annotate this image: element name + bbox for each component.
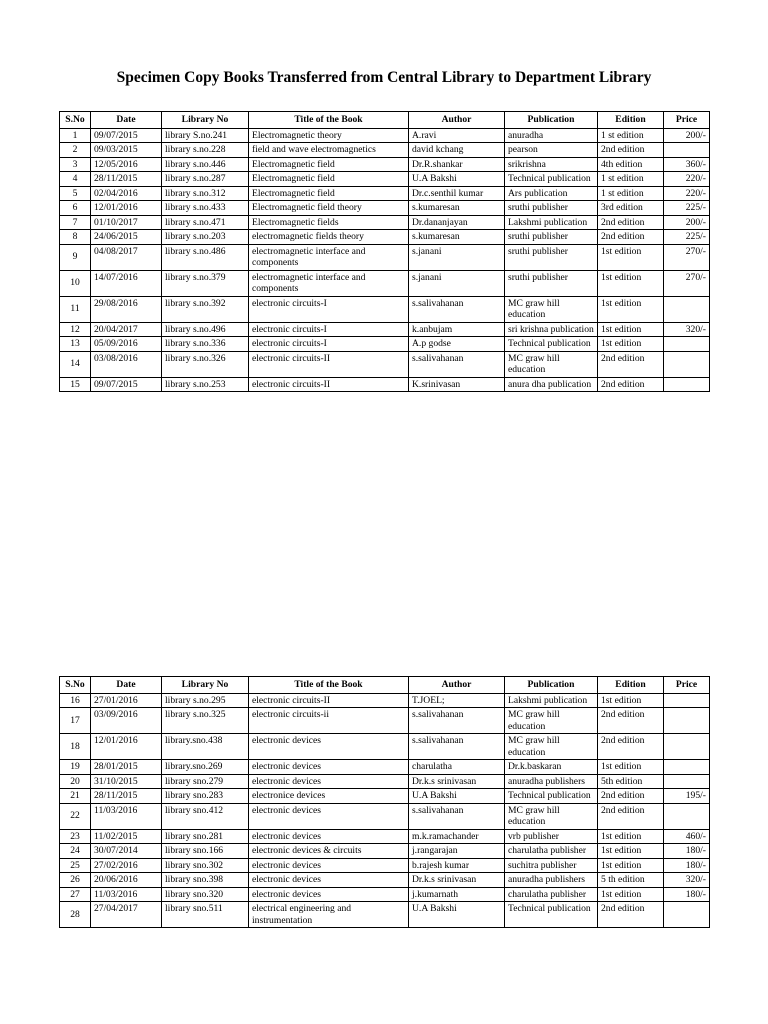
cell-author: j.kumarnath [409,887,505,902]
cell-title: electronic devices [249,887,409,902]
cell-sno: 8 [60,230,91,245]
cell-library-no: library s.no.312 [162,186,249,201]
cell-author: k.anbujam [409,322,505,337]
cell-author: T.JOEL; [409,693,505,708]
cell-title: field and wave electromagnetics [249,143,409,158]
cell-date: 27/04/2017 [91,902,162,928]
cell-date: 09/07/2015 [91,377,162,392]
cell-edition: 5 th edition [598,873,664,888]
column-header-publication: Publication [505,112,598,129]
cell-library-no: library S.no.241 [162,128,249,143]
cell-library-no: library s.no.253 [162,377,249,392]
cell-date: 28/01/2015 [91,760,162,775]
cell-price: 195/- [664,789,710,804]
cell-date: 09/03/2015 [91,143,162,158]
cell-publication: MC graw hill education [505,296,598,322]
cell-sno: 19 [60,760,91,775]
table-row [60,844,710,859]
cell-sno: 14 [60,351,91,377]
cell-title: electronic devices [249,774,409,789]
column-header-date: Date [91,677,162,694]
cell-price: 360/- [664,157,710,172]
cell-library-no: library.sno.269 [162,760,249,775]
cell-sno: 15 [60,377,91,392]
column-header-library-no: Library No [162,112,249,129]
cell-publication: charulatha publisher [505,887,598,902]
cell-date: 28/11/2015 [91,172,162,187]
cell-author: s.salivahanan [409,734,505,760]
table-row [60,734,710,760]
cell-publication: sruthi publisher [505,230,598,245]
table-body [60,693,710,928]
cell-library-no: library s.no.325 [162,708,249,734]
cell-edition: 1 st edition [598,172,664,187]
cell-date: 01/10/2017 [91,215,162,230]
table-row [60,708,710,734]
cell-author: s.salivahanan [409,803,505,829]
cell-title: electronic circuits-I [249,322,409,337]
table-row [60,789,710,804]
cell-sno: 7 [60,215,91,230]
table-row [60,803,710,829]
cell-title: electronic devices [249,873,409,888]
table-header-row [60,677,710,694]
cell-title: Electromagnetic theory [249,128,409,143]
column-header-author: Author [409,112,505,129]
cell-sno: 4 [60,172,91,187]
cell-sno: 24 [60,844,91,859]
cell-title: electronic devices [249,760,409,775]
cell-publication: Lakshmi publication [505,215,598,230]
cell-sno: 27 [60,887,91,902]
cell-library-no: library s.no.336 [162,337,249,352]
cell-price [664,693,710,708]
cell-price [664,902,710,928]
cell-library-no: library s.no.295 [162,693,249,708]
cell-sno: 6 [60,201,91,216]
cell-title: Electromagnetic field [249,157,409,172]
cell-library-no: library sno.166 [162,844,249,859]
cell-title: electronic circuits-II [249,693,409,708]
cell-title: electrical engineering and instrumentation [249,902,409,928]
table-row [60,157,710,172]
cell-edition: 1st edition [598,760,664,775]
table-row [60,230,710,245]
cell-edition: 2nd edition [598,708,664,734]
cell-date: 29/08/2016 [91,296,162,322]
table-row [60,902,710,928]
cell-edition: 1st edition [598,829,664,844]
cell-library-no: library s.no.496 [162,322,249,337]
cell-publication: anuradha publishers [505,873,598,888]
table-row [60,128,710,143]
cell-edition: 2nd edition [598,803,664,829]
cell-publication: Technical publication [505,902,598,928]
cell-sno: 23 [60,829,91,844]
table-row [60,351,710,377]
cell-author: j.rangarajan [409,844,505,859]
cell-title: electromagnetic fields theory [249,230,409,245]
cell-sno: 9 [60,244,91,270]
cell-library-no: library s.no.392 [162,296,249,322]
cell-library-no: library s.no.446 [162,157,249,172]
cell-title: electronic circuits-I [249,337,409,352]
column-header-author: Author [409,677,505,694]
cell-price [664,734,710,760]
table-row [60,760,710,775]
cell-edition: 2nd edition [598,789,664,804]
cell-edition: 1st edition [598,844,664,859]
cell-publication: sri krishna publication [505,322,598,337]
table-row [60,296,710,322]
cell-library-no: library sno.279 [162,774,249,789]
cell-author: U.A Bakshi [409,789,505,804]
cell-edition: 2nd edition [598,351,664,377]
cell-title: Electromagnetic field [249,172,409,187]
cell-sno: 10 [60,270,91,296]
cell-edition: 5th edition [598,774,664,789]
cell-publication: pearson [505,143,598,158]
cell-edition: 1st edition [598,337,664,352]
cell-sno: 13 [60,337,91,352]
cell-price: 270/- [664,244,710,270]
cell-date: 12/01/2016 [91,201,162,216]
cell-sno: 22 [60,803,91,829]
cell-author: s.salivahanan [409,708,505,734]
table-row [60,215,710,230]
cell-sno: 17 [60,708,91,734]
cell-publication: vrb publisher [505,829,598,844]
cell-publication: MC graw hill education [505,803,598,829]
cell-date: 27/02/2016 [91,858,162,873]
cell-price [664,143,710,158]
cell-sno: 16 [60,693,91,708]
cell-sno: 2 [60,143,91,158]
cell-edition: 2nd edition [598,734,664,760]
cell-publication: Technical publication [505,172,598,187]
table-row [60,270,710,296]
cell-edition: 1 st edition [598,128,664,143]
cell-title: electronic devices & circuits [249,844,409,859]
table-row [60,143,710,158]
books-table-1 [59,111,710,392]
cell-date: 09/07/2015 [91,128,162,143]
cell-date: 31/10/2015 [91,774,162,789]
cell-date: 05/09/2016 [91,337,162,352]
cell-sno: 28 [60,902,91,928]
table-row [60,873,710,888]
cell-library-no: library s.no.471 [162,215,249,230]
table-body [60,128,710,392]
cell-title: electronic devices [249,803,409,829]
cell-title: electronic circuits-ii [249,708,409,734]
cell-publication: MC graw hill education [505,734,598,760]
cell-price: 460/- [664,829,710,844]
cell-library-no: library sno.281 [162,829,249,844]
cell-publication: srikrishna [505,157,598,172]
cell-library-no: library s.no.433 [162,201,249,216]
cell-sno: 3 [60,157,91,172]
cell-edition: 3rd edition [598,201,664,216]
cell-author: Dr.c.senthil kumar [409,186,505,201]
column-header-library-no: Library No [162,677,249,694]
cell-date: 12/05/2016 [91,157,162,172]
cell-price [664,760,710,775]
cell-library-no: library sno.320 [162,887,249,902]
table-header-row [60,112,710,129]
cell-publication: anura dha publication [505,377,598,392]
cell-library-no: library sno.412 [162,803,249,829]
cell-price [664,803,710,829]
cell-author: b.rajesh kumar [409,858,505,873]
cell-price: 180/- [664,887,710,902]
column-header-title: Title of the Book [249,677,409,694]
cell-edition: 2nd edition [598,215,664,230]
cell-sno: 11 [60,296,91,322]
table-row [60,244,710,270]
column-header-sno: S.No [60,112,91,129]
cell-library-no: library s.no.287 [162,172,249,187]
page-title: Specimen Copy Books Transferred from Central Library to Department Library [116,69,652,86]
cell-library-no: library s.no.228 [162,143,249,158]
cell-author: U.A Bakshi [409,902,505,928]
cell-title: electromagnetic interface and components [249,270,409,296]
cell-edition: 1 st edition [598,186,664,201]
cell-date: 20/06/2016 [91,873,162,888]
table-row [60,322,710,337]
cell-library-no: library sno.511 [162,902,249,928]
table-row [60,887,710,902]
cell-author: s.salivahanan [409,351,505,377]
cell-price: 180/- [664,844,710,859]
cell-sno: 20 [60,774,91,789]
cell-price [664,774,710,789]
cell-title: electronice devices [249,789,409,804]
table-row [60,201,710,216]
column-header-title: Title of the Book [249,112,409,129]
table-row [60,186,710,201]
cell-price: 320/- [664,322,710,337]
cell-date: 03/08/2016 [91,351,162,377]
cell-price: 220/- [664,186,710,201]
cell-price [664,377,710,392]
cell-publication: sruthi publisher [505,244,598,270]
cell-date: 11/03/2016 [91,887,162,902]
cell-price: 200/- [664,215,710,230]
cell-edition: 2nd edition [598,902,664,928]
cell-edition: 1st edition [598,296,664,322]
cell-date: 24/06/2015 [91,230,162,245]
cell-date: 28/11/2015 [91,789,162,804]
cell-price [664,351,710,377]
cell-price: 320/- [664,873,710,888]
cell-library-no: library.sno.438 [162,734,249,760]
cell-title: Electromagnetic field theory [249,201,409,216]
table-row [60,858,710,873]
table-row [60,774,710,789]
cell-library-no: library sno.283 [162,789,249,804]
cell-publication: Ars publication [505,186,598,201]
cell-sno: 18 [60,734,91,760]
cell-edition: 2nd edition [598,230,664,245]
cell-author: Dr.dananjayan [409,215,505,230]
cell-author: A.ravi [409,128,505,143]
cell-author: s.salivahanan [409,296,505,322]
cell-edition: 1st edition [598,858,664,873]
cell-publication: suchitra publisher [505,858,598,873]
cell-author: m.k.ramachander [409,829,505,844]
cell-title: electronic devices [249,829,409,844]
cell-title: Electromagnetic field [249,186,409,201]
cell-date: 11/03/2016 [91,803,162,829]
cell-date: 20/04/2017 [91,322,162,337]
cell-price: 180/- [664,858,710,873]
cell-edition: 2nd edition [598,377,664,392]
cell-publication: charulatha publisher [505,844,598,859]
cell-publication: sruthi publisher [505,201,598,216]
cell-publication: anuradha [505,128,598,143]
cell-edition: 4th edition [598,157,664,172]
cell-library-no: library s.no.326 [162,351,249,377]
cell-author: s.kumaresan [409,230,505,245]
cell-publication: Technical publication [505,789,598,804]
cell-price: 225/- [664,201,710,216]
table-row [60,829,710,844]
cell-edition: 2nd edition [598,143,664,158]
cell-price: 270/- [664,270,710,296]
column-header-price: Price [664,677,710,694]
cell-library-no: library s.no.379 [162,270,249,296]
cell-library-no: library sno.398 [162,873,249,888]
cell-date: 14/07/2016 [91,270,162,296]
cell-sno: 5 [60,186,91,201]
cell-date: 12/01/2016 [91,734,162,760]
cell-edition: 1st edition [598,244,664,270]
cell-date: 03/09/2016 [91,708,162,734]
column-header-price: Price [664,112,710,129]
cell-sno: 1 [60,128,91,143]
cell-publication: Technical publication [505,337,598,352]
cell-author: K.srinivasan [409,377,505,392]
cell-publication: MC graw hill education [505,351,598,377]
cell-price [664,296,710,322]
cell-publication: Dr.k.baskaran [505,760,598,775]
cell-title: Electromagnetic fields [249,215,409,230]
cell-publication: anuradha publishers [505,774,598,789]
books-table-2 [59,676,710,928]
table-row [60,693,710,708]
table-row [60,377,710,392]
cell-author: A.p godse [409,337,505,352]
cell-title: electronic circuits-II [249,377,409,392]
cell-sno: 12 [60,322,91,337]
cell-edition: 1st edition [598,693,664,708]
cell-library-no: library sno.302 [162,858,249,873]
cell-title: electronic circuits-I [249,296,409,322]
cell-sno: 21 [60,789,91,804]
cell-date: 02/04/2016 [91,186,162,201]
cell-publication: sruthi publisher [505,270,598,296]
cell-edition: 1st edition [598,887,664,902]
cell-title: electronic circuits-II [249,351,409,377]
cell-title: electronic devices [249,734,409,760]
cell-date: 30/07/2014 [91,844,162,859]
column-header-sno: S.No [60,677,91,694]
cell-date: 04/08/2017 [91,244,162,270]
cell-title: electronic devices [249,858,409,873]
cell-price: 220/- [664,172,710,187]
cell-publication: Lakshmi publication [505,693,598,708]
column-header-date: Date [91,112,162,129]
cell-date: 27/01/2016 [91,693,162,708]
cell-author: david kchang [409,143,505,158]
cell-author: Dr.R.shankar [409,157,505,172]
table-row [60,172,710,187]
cell-date: 11/02/2015 [91,829,162,844]
cell-sno: 26 [60,873,91,888]
cell-library-no: library s.no.203 [162,230,249,245]
cell-price: 200/- [664,128,710,143]
cell-author: Dr.k.s srinivasan [409,774,505,789]
cell-publication: MC graw hill education [505,708,598,734]
column-header-publication: Publication [505,677,598,694]
cell-price: 225/- [664,230,710,245]
cell-author: charulatha [409,760,505,775]
table-row [60,337,710,352]
cell-edition: 1st edition [598,270,664,296]
column-header-edition: Edition [598,677,664,694]
column-header-edition: Edition [598,112,664,129]
cell-edition: 1st edition [598,322,664,337]
cell-author: Dr.k.s srinivasan [409,873,505,888]
cell-author: s.kumaresan [409,201,505,216]
cell-title: electromagnetic interface and components [249,244,409,270]
cell-author: s.janani [409,270,505,296]
cell-price [664,337,710,352]
cell-sno: 25 [60,858,91,873]
cell-author: s.janani [409,244,505,270]
cell-author: U.A Bakshi [409,172,505,187]
cell-price [664,708,710,734]
cell-library-no: library s.no.486 [162,244,249,270]
